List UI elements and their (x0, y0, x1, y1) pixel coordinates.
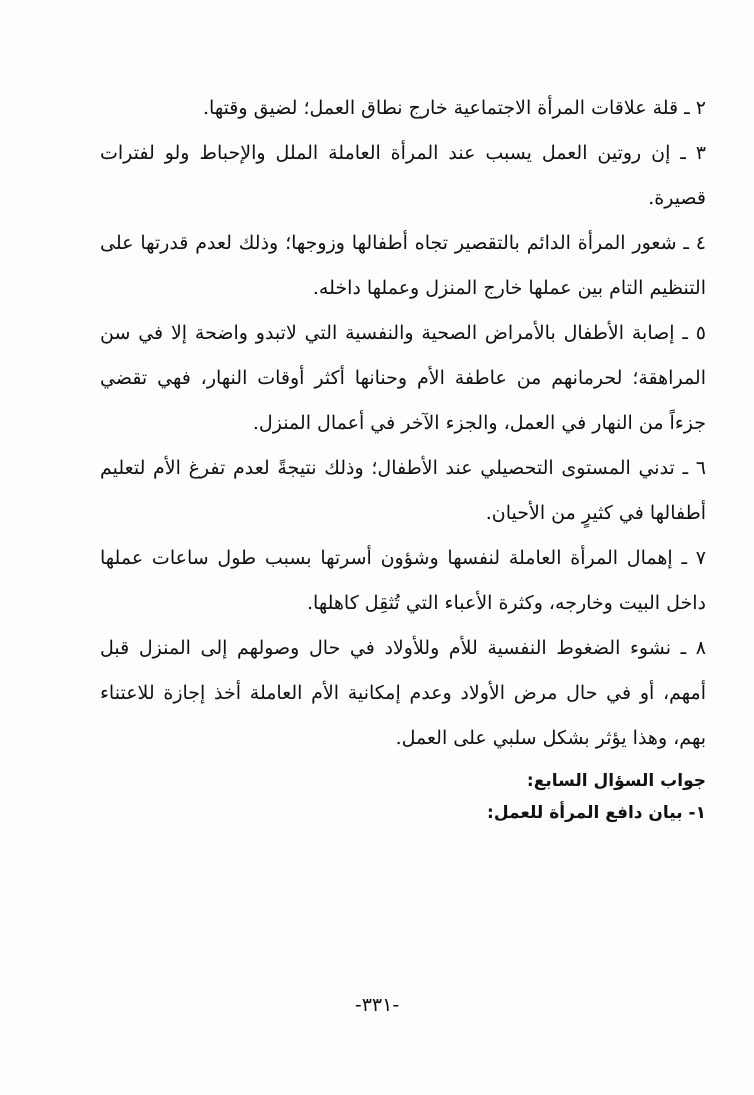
paragraph-item-6: ٦ ـ تدني المستوى التحصيلي عند الأطفال؛ وذلك نتيجةً لعدم تفرغ الأم لتعليم أطفالها في كثيرٍ من الأحيان. (100, 457, 706, 524)
section-subheading: ١- بيان دافع المرأة للعمل: (487, 803, 706, 823)
paragraph-item-2: ٢ ـ قلة علاقات المرأة الاجتماعية خارج نطاق العمل؛ لضيق وقتها. (202, 97, 706, 119)
paragraph-item-8: ٨ ـ نشوء الضغوط النفسية للأم وللأولاد في حال وصولهم إلى المنزل قبل أمهم، أو في حال مرض الأولاد وعدم إمكانية الأم العاملة أخذ إجازة للاعتناء بهم، وهذا يؤثر بشكل سلبي على العمل. (100, 637, 706, 749)
paragraph-item-3: ٣ ـ إن روتين العمل يسبب عند المرأة العاملة الملل والإحباط ولو لفترات قصيرة. (100, 142, 706, 209)
section-heading: جواب السؤال السابع: (526, 771, 706, 791)
paragraph-item-4: ٤ ـ شعور المرأة الدائم بالتقصير تجاه أطفالها وزوجها؛ وذلك لعدم قدرتها على التنظيم التام بين عملها خارج المنزل وعملها داخله. (100, 232, 706, 299)
document-body (100, 86, 706, 829)
page-number: -٣٣١- (354, 994, 400, 1016)
paragraph-item-7: ٧ ـ إهمال المرأة العاملة لنفسها وشؤون أسرتها بسبب طول ساعات عملها داخل البيت وخارجه، وكثرة الأعباء التي تُثقِل كاهلها. (100, 547, 706, 614)
paragraph-item-5: ٥ ـ إصابة الأطفال بالأمراض الصحية والنفسية التي لاتبدو واضحة إلا في سن المراهقة؛ لحرمانهم من عاطفة الأم وحنانها أكثر أوقات النهار، فهي تقضي جزءاً من النهار في العمل، والجزء الآخر في أعمال المنزل. (100, 322, 706, 434)
